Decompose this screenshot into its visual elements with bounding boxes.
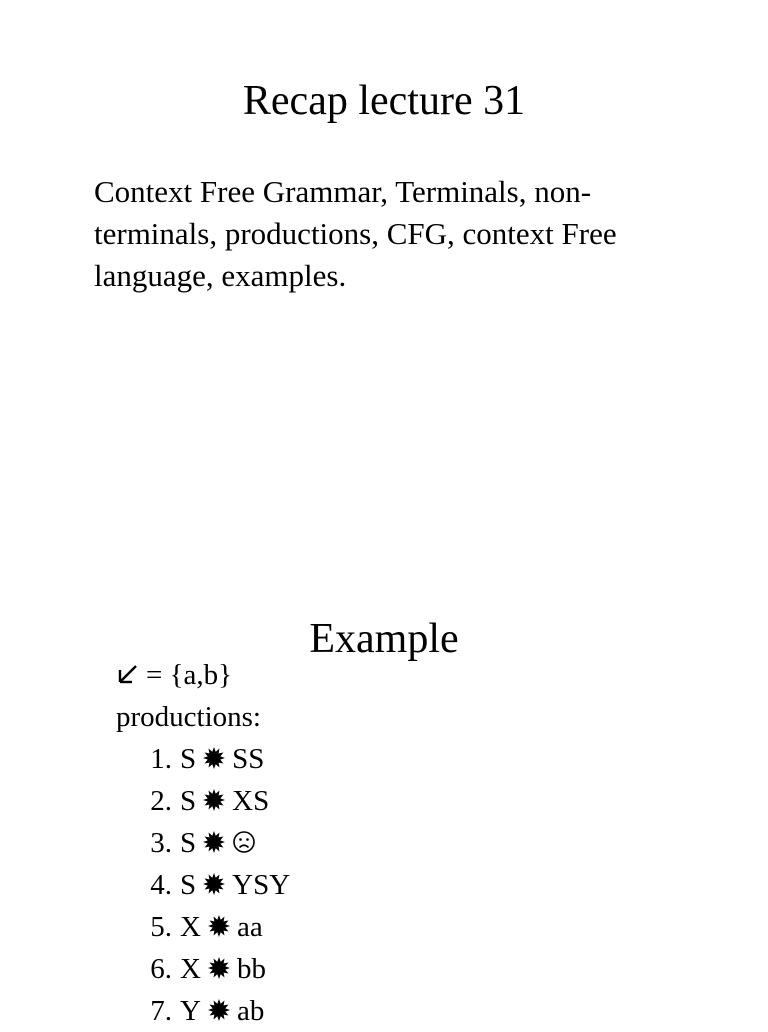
production-lhs: X [180, 911, 201, 943]
production-lhs: S [180, 827, 197, 859]
production-number: 2. [150, 785, 172, 817]
production-item-7 [116, 990, 616, 1032]
production-item-4 [116, 864, 616, 906]
production-item-5 [116, 906, 616, 948]
frown-face-icon [232, 830, 256, 854]
production-rhs [232, 827, 256, 859]
starburst-arrow-icon [202, 830, 226, 854]
starburst-arrow-icon [202, 788, 226, 812]
slide-title: Recap lecture 31 [242, 78, 526, 124]
slide-example [0, 500, 768, 1027]
production-rhs: ab [236, 995, 265, 1027]
south-west-arrow-icon [116, 661, 140, 687]
production-item-6 [116, 948, 616, 990]
production-lhs: X [180, 953, 201, 985]
production-item-1 [116, 738, 616, 780]
production-rhs: aa [236, 911, 263, 943]
production-lhs: S [180, 743, 197, 775]
production-number: 5. [150, 911, 172, 943]
production-lhs: Y [180, 995, 201, 1027]
production-number: 3. [150, 827, 172, 859]
production-rhs: bb [236, 953, 266, 985]
production-item-3 [116, 822, 616, 864]
slide-recap [0, 0, 768, 500]
production-rhs: XS [232, 785, 270, 817]
slide-title: Example [309, 616, 459, 662]
production-lhs: S [180, 869, 197, 901]
production-lhs: S [180, 785, 197, 817]
starburst-arrow-icon [207, 998, 231, 1022]
productions-heading: productions: [116, 701, 261, 733]
starburst-arrow-icon [202, 746, 226, 770]
production-number: 7. [150, 995, 172, 1027]
production-number: 1. [150, 743, 172, 775]
production-number: 6. [150, 953, 172, 985]
production-item-2 [116, 780, 616, 822]
productions-list [116, 738, 616, 1032]
production-rhs: SS [232, 743, 265, 775]
production-rhs: YSY [232, 869, 291, 901]
starburst-arrow-icon [207, 956, 231, 980]
production-number: 4. [150, 869, 172, 901]
slide-body-text: Context Free Grammar, Terminals, non-terminals, productions, CFG, context Free language, examples. [94, 174, 617, 293]
starburst-arrow-icon [207, 914, 231, 938]
starburst-arrow-icon [202, 872, 226, 896]
example-content [116, 654, 616, 1032]
alphabet-text: = {a,b} [146, 659, 233, 691]
alphabet-definition [116, 654, 616, 696]
